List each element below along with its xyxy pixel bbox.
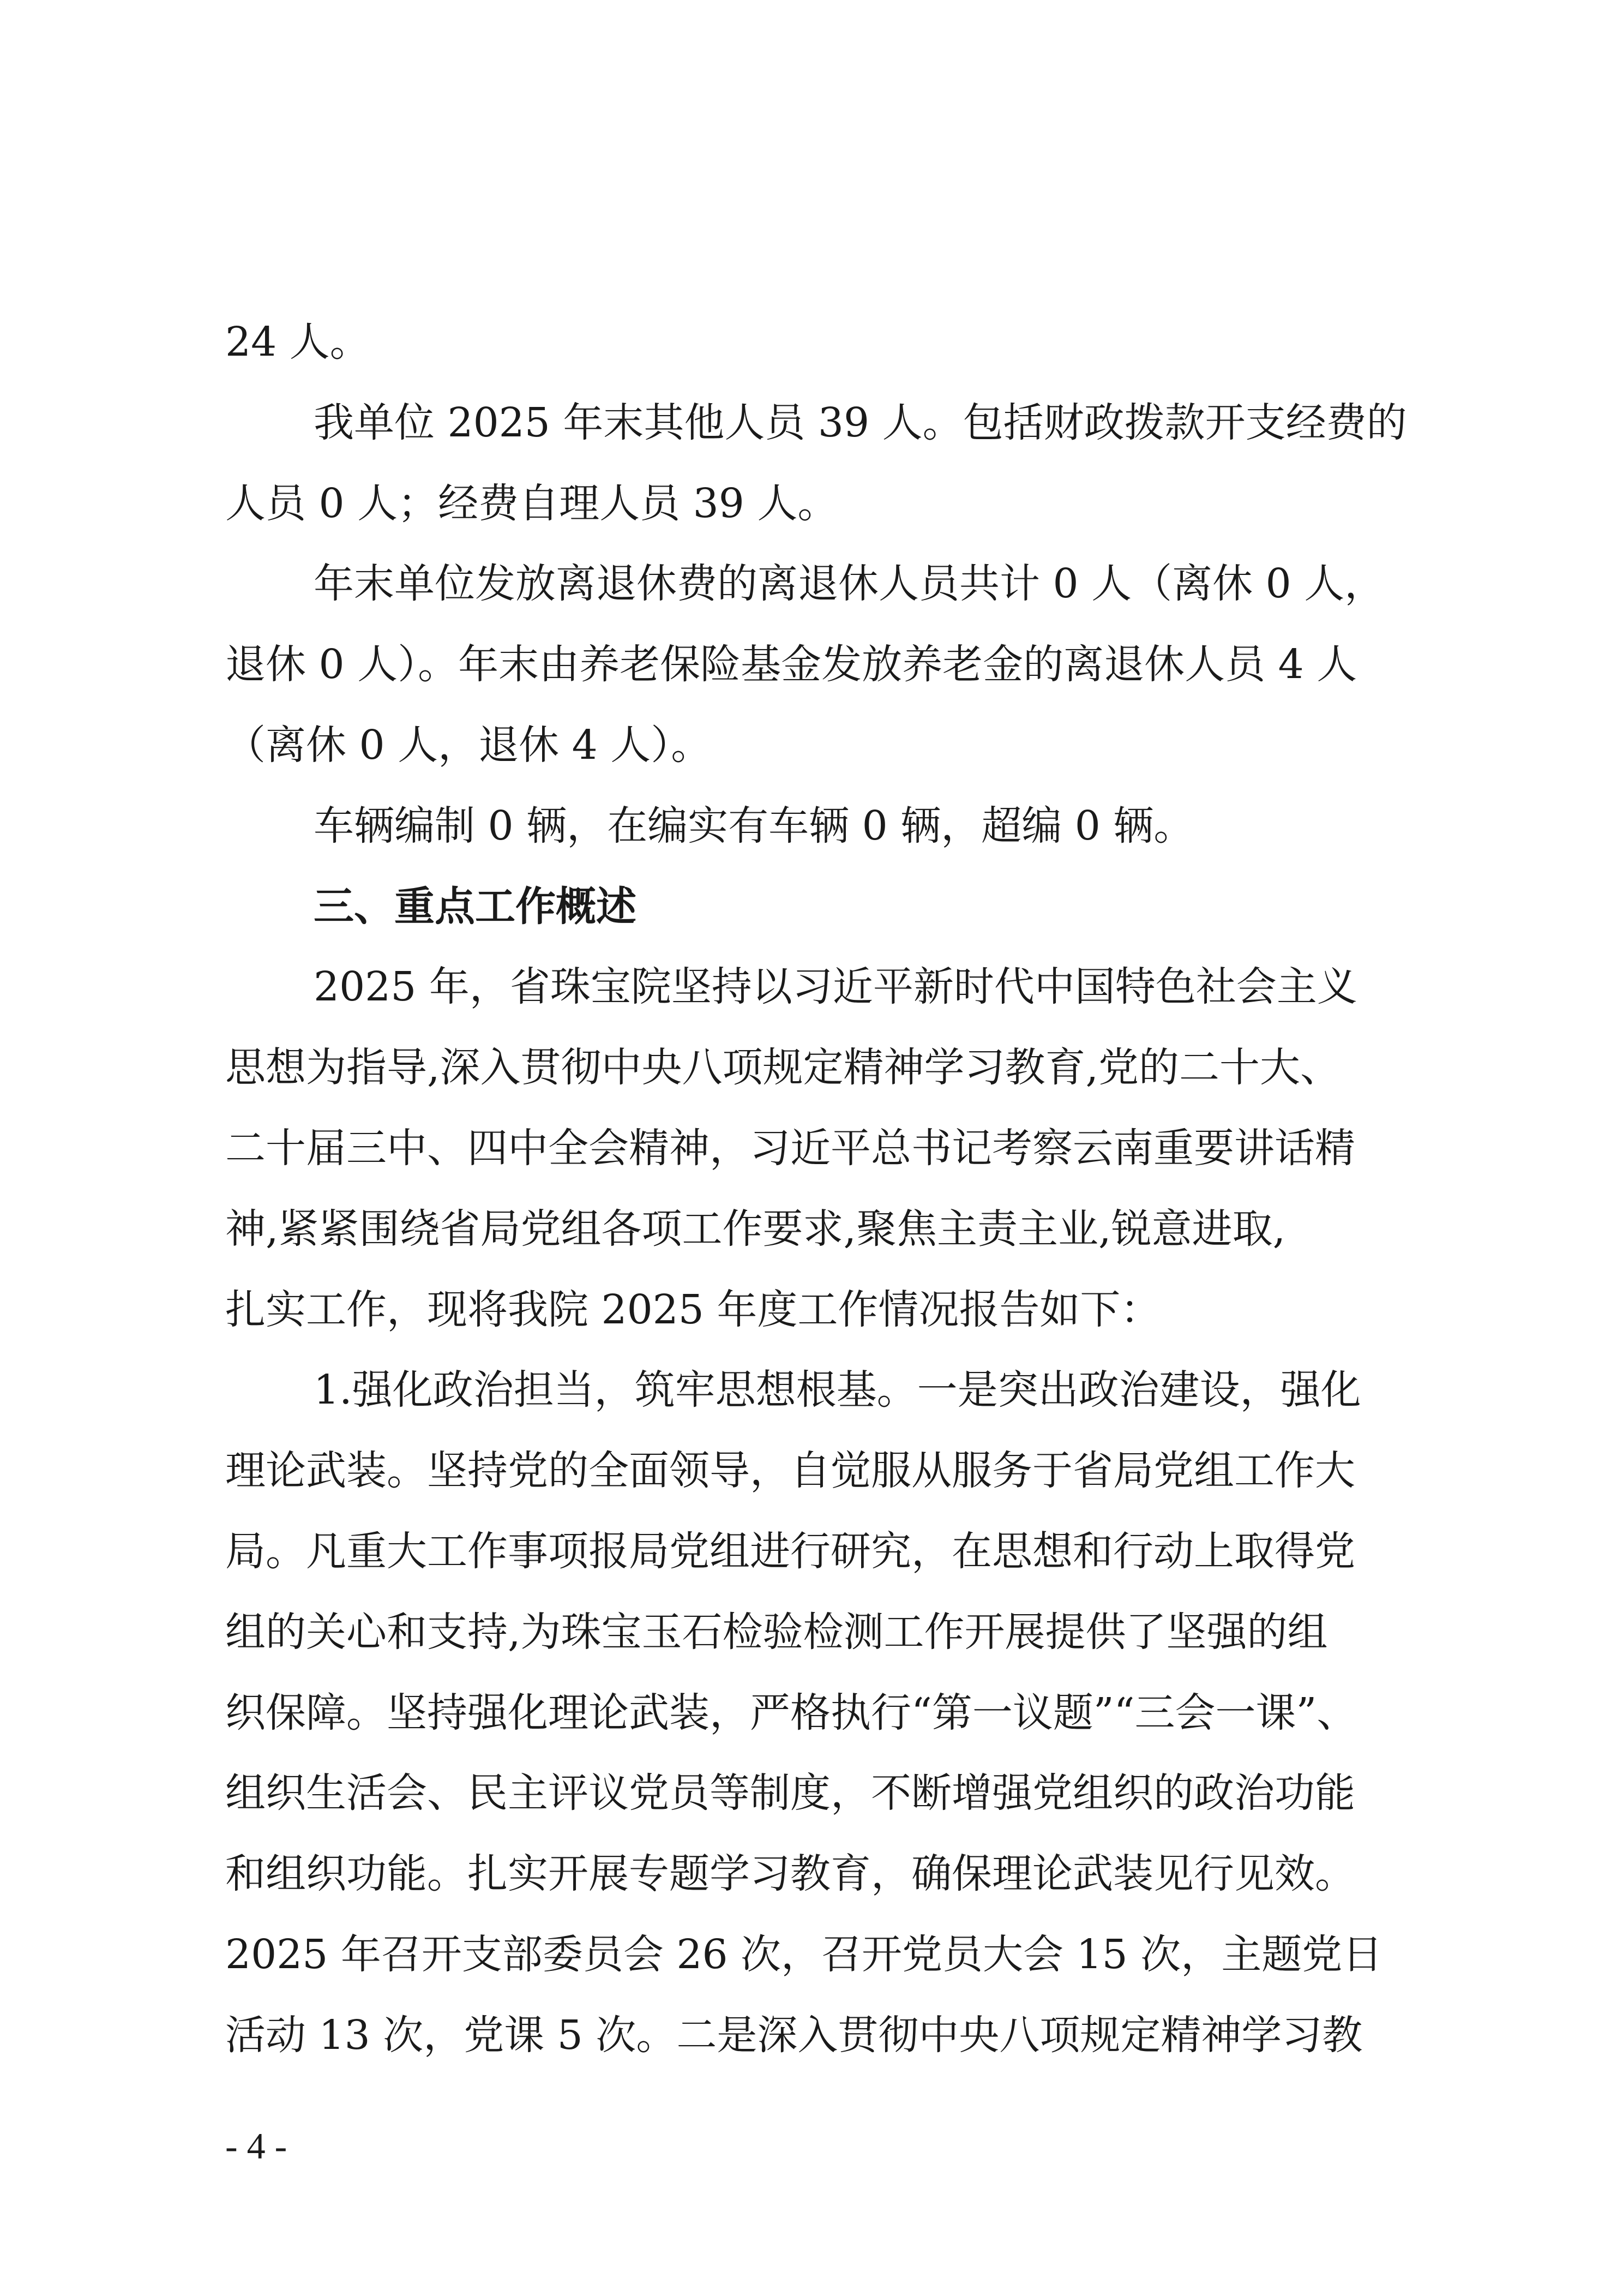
paragraph-line: 思想为指导,深入贯彻中央八项规定精神学习教育,党的二十大、	[225, 1044, 1341, 1092]
paragraph-line: 车辆编制 0 辆，在编实有车辆 0 辆，超编 0 辆。	[314, 802, 1194, 849]
page-number: - 4 -	[225, 2125, 287, 2167]
paragraph-line: 局。凡重大工作事项报局党组进行研究，在思想和行动上取得党	[225, 1527, 1355, 1575]
body-text	[225, 302, 1430, 2076]
paragraph-line: 2025 年召开支部委员会 26 次，召开党员大会 15 次，主题党日	[225, 1931, 1383, 1978]
paragraph-line: 活动 13 次，党课 5 次。二是深入贯彻中央八项规定精神学习教	[225, 2011, 1363, 2059]
paragraph-line: 组的关心和支持,为珠宝玉石检验检测工作开展提供了坚强的组	[225, 1608, 1328, 1656]
paragraph-line: 织保障。坚持强化理论武装，严格执行“第一议题”“三会一课”、	[225, 1689, 1357, 1736]
paragraph-line: 2025 年，省珠宝院坚持以习近平新时代中国特色社会主义	[314, 963, 1357, 1011]
paragraph-line: 和组织功能。扎实开展专题学习教育，确保理论武装见行见效。	[225, 1850, 1355, 1898]
section-heading: 三、重点工作概述	[314, 883, 636, 930]
paragraph-line: 年末单位发放离退休费的离退休人员共计 0 人（离休 0 人，	[314, 560, 1385, 608]
paragraph-line: （离休 0 人，退休 4 人）。	[225, 721, 712, 769]
paragraph-line: 扎实工作，现将我院 2025 年度工作情况报告如下：	[225, 1286, 1161, 1333]
paragraph-line: 理论武装。坚持党的全面领导，自觉服从服务于省局党组工作大	[225, 1447, 1355, 1495]
paragraph-line: 二十届三中、四中全会精神，习近平总书记考察云南重要讲话精	[225, 1124, 1355, 1172]
paragraph-line: 退休 0 人）。年末由养老保险基金发放养老金的离退休人员 4 人	[225, 641, 1357, 688]
paragraph-line: 神,紧紧围绕省局党组各项工作要求,聚焦主责主业,锐意进取,	[225, 1205, 1286, 1252]
paragraph-line: 人员 0 人；经费自理人员 39 人。	[225, 479, 838, 527]
paragraph-line: 1.强化政治担当，筑牢思想根基。一是突出政治建设，强化	[314, 1366, 1361, 1414]
paragraph-line: 组织生活会、民主评议党员等制度，不断增强党组织的政治功能	[225, 1770, 1355, 1817]
paragraph-line: 我单位 2025 年末其他人员 39 人。包括财政拨款开支经费的	[314, 399, 1407, 446]
paragraph-line: 24 人。	[225, 319, 370, 365]
